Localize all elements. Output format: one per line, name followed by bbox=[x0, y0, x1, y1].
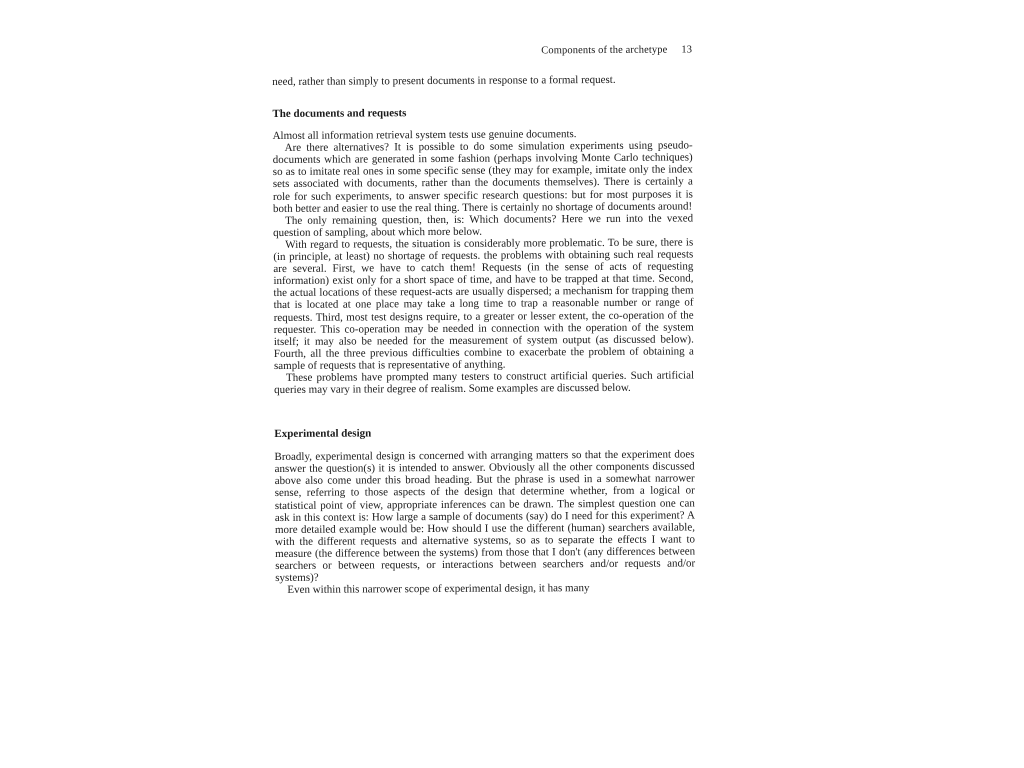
page-number: 13 bbox=[681, 44, 693, 56]
section-heading-experimental-design: Experimental design bbox=[274, 427, 372, 441]
opening-paragraph: need, rather than simply to present documents in response to a formal request. bbox=[272, 73, 616, 88]
paragraph: Broadly, experimental design is concerned with arranging matters so that the experiment does answer the question(s) it is intended to answer. Obviously all the other components discussed above also come under this broad heading. But the phrase is used in a somewhat narrower sense, referring to those aspects of the design that determine whether, from a logical or statistical point of view, appropriate inferences can be drawn. The simplest question one can ask in this context is: How large a sample of documents (say) do I need for this experiment? A more detailed example would be: How should I use the different (human) searchers available, with the different requests and alternative systems, so as to separate the effects I want to measure (the difference between the systems) from those that I don't (any differences between searchers or between requests, or interactions between searchers and/or requests and/or systems)? bbox=[274, 448, 696, 585]
paragraph: Almost all information retrieval system tests use genuine documents. bbox=[272, 128, 577, 143]
book-page bbox=[272, 41, 695, 596]
running-head bbox=[272, 41, 692, 62]
running-head-title: Components of the archetype bbox=[541, 44, 668, 57]
section-heading-documents-and-requests: The documents and requests bbox=[272, 107, 407, 121]
paragraph: Even within this narrower scope of experimental design, it has many bbox=[287, 582, 590, 597]
paragraph: With regard to requests, the situation is considerably more problematic. To be sure, there is (in principle, at least) no shortage of requests. the problems with obtaining such real requests are several. First, we have to catch them! Requests (in the sense of acts of requesting information) exist only for a short space of time, and have to be trapped at that time. Second, the actual locations of these request-acts are usually dispersed; a mechanism for trapping them that is located at one place may take a long time to trap a reasonable number or range of requests. Third, most test designs require, to a greater or lesser extent, the co-operation of the requester. This co-operation may be needed in connection with the operation of the system itself; it may also be needed for the measurement of system output (as discussed below). Fourth, all the three previous difficulties combine to exacerbate the problem of obtaining a sample of requests that is representative of anything. bbox=[273, 236, 694, 372]
paragraph: The only remaining question, then, is: Which documents? Here we run into the vexed question of sampling, about which more below. bbox=[273, 212, 694, 239]
paragraph: Are there alternatives? It is possible to do some simulation experiments using pseudo-documents which are generated in some fashion (perhaps involving Monte Carlo techniques) so as to imitate real ones in some specific sense (they may for example, imitate only the index sets associated with documents, rather than the documents themselves). There is certainly a role for such experiments, to answer specific research questions: but for most purposes it is both better and easier to use the real thing. There is certainly no shortage of documents around! bbox=[272, 139, 693, 215]
paragraph: These problems have prompted many testers to construct artificial queries. Such artificial queries may vary in their degree of realism. Some examples are discussed below. bbox=[274, 369, 695, 397]
